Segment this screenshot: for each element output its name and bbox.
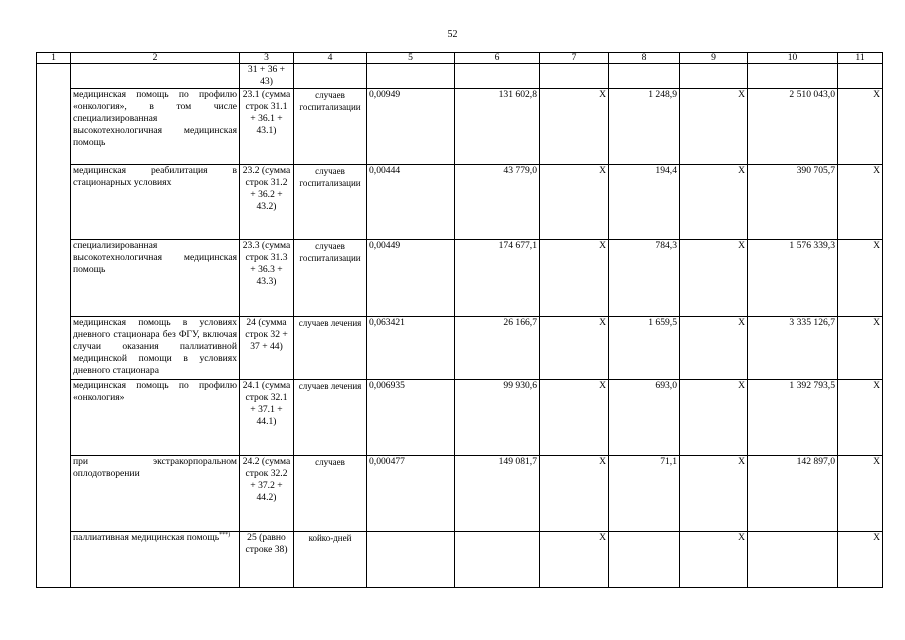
- value-col10: [748, 64, 838, 89]
- value-col10: 1 392 793,5: [748, 380, 838, 456]
- value-col6: 131 602,8: [455, 89, 540, 165]
- value-col6: 149 081,7: [455, 456, 540, 532]
- value-col5: 0,00444: [367, 165, 455, 240]
- table-row: [37, 456, 883, 532]
- footnote-mark: ***): [219, 531, 231, 538]
- column-number: 10: [748, 53, 838, 64]
- indicator-name: специализированная высокотехнологичная медицинская помощь: [71, 240, 240, 317]
- value-col5: 0,00449: [367, 240, 455, 317]
- unit: [294, 64, 367, 89]
- value-col6: 174 677,1: [455, 240, 540, 317]
- value-col9: X: [680, 317, 748, 380]
- value-col8: 784,3: [609, 240, 680, 317]
- value-col7: [540, 64, 609, 89]
- value-col8: 1 659,5: [609, 317, 680, 380]
- value-col11: X: [838, 380, 883, 456]
- indicator-name: при экстракорпоральном оплодотворении: [71, 456, 240, 532]
- value-col11: X: [838, 89, 883, 165]
- indicator-name: [71, 532, 240, 588]
- value-col11: X: [838, 165, 883, 240]
- unit: случаев госпитализации: [294, 89, 367, 165]
- value-col5: 0,063421: [367, 317, 455, 380]
- row-number: 24 (сумма строк 32 + 37 + 44): [240, 317, 294, 380]
- value-col6: 99 930,6: [455, 380, 540, 456]
- column-number-row: [37, 53, 883, 64]
- value-col8: [609, 532, 680, 588]
- value-col9: X: [680, 456, 748, 532]
- column-number: 2: [71, 53, 240, 64]
- table-row: [37, 89, 883, 165]
- value-col7: X: [540, 456, 609, 532]
- value-col10: 142 897,0: [748, 456, 838, 532]
- value-col7: X: [540, 317, 609, 380]
- value-col8: [609, 64, 680, 89]
- column-number: 5: [367, 53, 455, 64]
- value-col6: [455, 64, 540, 89]
- row-number: 23.1 (сумма строк 31.1 + 36.1 + 43.1): [240, 89, 294, 165]
- value-col9: X: [680, 240, 748, 317]
- column-number: 11: [838, 53, 883, 64]
- value-col7: X: [540, 89, 609, 165]
- value-col7: X: [540, 165, 609, 240]
- value-col5: [367, 532, 455, 588]
- table-row: [37, 380, 883, 456]
- value-col10: [748, 532, 838, 588]
- value-col9: X: [680, 532, 748, 588]
- indicator-name: медицинская помощь по профилю «онкология»: [71, 380, 240, 456]
- indicator-name: медицинская реабилитация в стационарных условиях: [71, 165, 240, 240]
- value-col11: X: [838, 317, 883, 380]
- column-number: 8: [609, 53, 680, 64]
- column-number: 3: [240, 53, 294, 64]
- value-col5: [367, 64, 455, 89]
- value-col8: 194,4: [609, 165, 680, 240]
- unit: койко-дней: [294, 532, 367, 588]
- unit: случаев: [294, 456, 367, 532]
- row-label-cell: [37, 64, 71, 588]
- table-row: [37, 317, 883, 380]
- value-col8: 693,0: [609, 380, 680, 456]
- value-col8: 1 248,9: [609, 89, 680, 165]
- column-number: 6: [455, 53, 540, 64]
- value-col7: X: [540, 532, 609, 588]
- table-row: [37, 240, 883, 317]
- row-number: 31 + 36 + 43): [240, 64, 294, 89]
- value-col5: 0,00949: [367, 89, 455, 165]
- value-col11: X: [838, 456, 883, 532]
- indicator-name: медицинская помощь в условиях дневного стационара без ФГУ, включая случаи оказания паллиативной медицинской помощи в условиях дневного стационара: [71, 317, 240, 380]
- value-col10: 3 335 126,7: [748, 317, 838, 380]
- value-col6: [455, 532, 540, 588]
- value-col5: 0,000477: [367, 456, 455, 532]
- value-col6: 26 166,7: [455, 317, 540, 380]
- indicator-text: паллиативная медицинская помощь: [73, 532, 220, 543]
- row-number: 25 (равно строке 38): [240, 532, 294, 588]
- indicator-name: [71, 64, 240, 89]
- value-col10: 390 705,7: [748, 165, 838, 240]
- table-row: [37, 165, 883, 240]
- unit: случаев госпитализации: [294, 165, 367, 240]
- value-col11: X: [838, 532, 883, 588]
- page-number: 52: [447, 29, 458, 40]
- value-col9: [680, 64, 748, 89]
- row-number: 23.3 (сумма строк 31.3 + 36.3 + 43.3): [240, 240, 294, 317]
- value-col8: 71,1: [609, 456, 680, 532]
- data-table: [36, 52, 883, 588]
- value-col11: [838, 64, 883, 89]
- table-row: [37, 532, 883, 588]
- value-col10: 1 576 339,3: [748, 240, 838, 317]
- column-number: 7: [540, 53, 609, 64]
- value-col11: X: [838, 240, 883, 317]
- row-number: 23.2 (сумма строк 31.2 + 36.2 + 43.2): [240, 165, 294, 240]
- unit: случаев лечения: [294, 380, 367, 456]
- value-col9: X: [680, 89, 748, 165]
- indicator-name: медицинская помощь по профилю «онкология», в том числе специализированная высокотехнологичная медицинская помощь: [71, 89, 240, 165]
- value-col9: X: [680, 380, 748, 456]
- value-col5: 0,006935: [367, 380, 455, 456]
- row-number: 24.2 (сумма строк 32.2 + 37.2 + 44.2): [240, 456, 294, 532]
- table-row: [37, 64, 883, 89]
- row-number: 24.1 (сумма строк 32.1 + 37.1 + 44.1): [240, 380, 294, 456]
- unit: случаев госпитализации: [294, 240, 367, 317]
- column-number: 4: [294, 53, 367, 64]
- value-col10: 2 510 043,0: [748, 89, 838, 165]
- column-number: 9: [680, 53, 748, 64]
- unit: случаев лечения: [294, 317, 367, 380]
- column-number: 1: [37, 53, 71, 64]
- value-col6: 43 779,0: [455, 165, 540, 240]
- value-col7: X: [540, 240, 609, 317]
- value-col7: X: [540, 380, 609, 456]
- value-col9: X: [680, 165, 748, 240]
